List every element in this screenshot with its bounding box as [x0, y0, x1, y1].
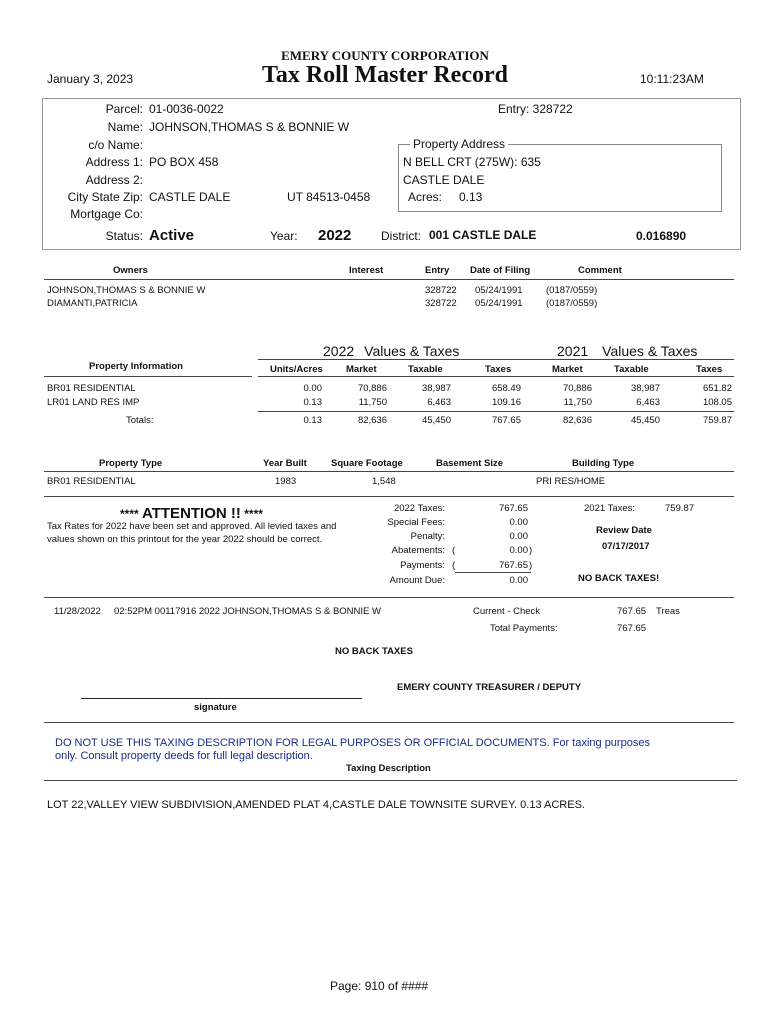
value-taxable-2021: 6,463: [636, 397, 660, 408]
mortgage-label: Mortgage Co:: [70, 207, 143, 221]
property-type-value: BR01 RESIDENTIAL: [47, 476, 136, 487]
page-number: Page: 910 of ####: [330, 979, 429, 993]
square-footage-header: Square Footage: [331, 458, 403, 469]
company-name: EMERY COUNTY CORPORATION: [281, 48, 489, 63]
owner-name: JOHNSON,THOMAS S & BONNIE W: [47, 285, 206, 296]
attention-stars: ****: [120, 507, 143, 521]
property-address-title: Property Address: [410, 137, 508, 151]
payment-date: 11/28/2022: [54, 606, 101, 617]
value-taxable-2021: 38,987: [630, 383, 660, 394]
value-row-name: BR01 RESIDENTIAL: [47, 383, 136, 394]
value-taxes-2021: 651.82: [702, 383, 732, 394]
taxing-description-label: Taxing Description: [346, 763, 431, 774]
value-taxable: 38,987: [421, 383, 451, 394]
totals-taxable: 45,450: [421, 415, 451, 426]
prev-taxes-value: 759.87: [665, 503, 695, 514]
totals-taxes: 767.65: [491, 415, 521, 426]
owners-header: Owners: [113, 265, 148, 276]
district-value: 001 CASTLE DALE: [429, 228, 537, 242]
payment-amount: 767.65: [617, 606, 647, 617]
amount-due-label: Amount Due:: [389, 575, 445, 586]
value-taxable: 6,463: [427, 397, 451, 408]
payment-details: 02:52PM 00117916 2022 JOHNSON,THOMAS S & BONNIE W: [114, 606, 381, 617]
disclaimer-line2: only. Consult property deeds for full legal description.: [55, 750, 313, 762]
square-footage-value: 1,548: [372, 476, 396, 487]
values-2021-heading: [557, 343, 697, 359]
report-title: Tax Roll Master Record: [262, 62, 508, 88]
totals-label: Totals:: [126, 415, 154, 426]
taxes-2021-header: Taxes: [696, 364, 723, 375]
totals-line: [258, 411, 734, 412]
owners-divider: [44, 279, 734, 280]
date-filing-header: Date of Filing: [470, 265, 531, 276]
attention-line1: Tax Rates for 2022 have been set and approved. All levied taxes and: [47, 521, 337, 532]
abatements-open-paren: (: [452, 545, 456, 556]
name-label: Name:: [107, 120, 143, 134]
values-header-line: [258, 359, 734, 360]
report-time: 10:11:23AM: [640, 72, 704, 86]
values-2022-title: Values & Taxes: [364, 343, 460, 359]
totals-taxes-2021: 759.87: [702, 415, 732, 426]
totals-market: 82,636: [357, 415, 387, 426]
taxes-header: Taxes: [485, 364, 512, 375]
property-type-header: Property Type: [99, 458, 163, 469]
year-built-header: Year Built: [263, 458, 307, 469]
entry-number: Entry: 328722: [498, 102, 573, 116]
owner-name: DIAMANTI,PATRICIA: [47, 298, 138, 309]
value-taxes: 109.16: [491, 397, 521, 408]
payment-method: Current - Check: [473, 606, 541, 617]
values-2021-title: Values & Taxes: [602, 343, 698, 359]
special-fees-label: Special Fees:: [387, 517, 445, 528]
acres-value: 0.13: [459, 190, 483, 204]
city-value: CASTLE DALE: [149, 190, 231, 204]
attention-top-line: [44, 496, 734, 497]
entry-header: Entry: [425, 265, 450, 276]
value-market: 70,886: [357, 383, 387, 394]
acres-label: Acres:: [408, 190, 443, 204]
prev-taxes-label: 2021 Taxes:: [584, 503, 636, 514]
name-value: JOHNSON,THOMAS S & BONNIE W: [149, 120, 350, 134]
value-units: 0.00: [303, 383, 322, 394]
taxable-header: Taxable: [408, 364, 443, 375]
values-2021-year: 2021: [557, 343, 589, 359]
legal-top-line: [44, 780, 737, 781]
property-address-line1: N BELL CRT (275W): 635: [403, 155, 541, 169]
units-header: Units/Acres: [270, 364, 323, 375]
status-label: Status:: [105, 229, 143, 243]
review-date-value: 07/17/2017: [602, 541, 650, 552]
disclaimer-line1: DO NOT USE THIS TAXING DESCRIPTION FOR LEGAL PURPOSES OR OFFICIAL DOCUMENTS. For taxing purposes: [55, 737, 650, 749]
state-zip: UT 84513-0458: [287, 190, 371, 204]
building-type-header: Building Type: [572, 458, 635, 469]
amount-due-value: 0.00: [509, 575, 528, 586]
property-address-line2: CASTLE DALE: [403, 173, 485, 187]
abatements-label: Abatements:: [391, 545, 445, 556]
prop-info-header: Property Information: [89, 361, 183, 372]
no-back-taxes-footer: NO BACK TAXES: [335, 646, 413, 657]
market-header: Market: [346, 364, 377, 375]
city-label: City State Zip:: [67, 190, 143, 204]
owner-comment: (0187/0559): [546, 285, 598, 296]
treasurer-label: EMERY COUNTY TREASURER / DEPUTY: [397, 682, 582, 693]
owner-comment: (0187/0559): [546, 298, 598, 309]
no-back-taxes-badge: NO BACK TAXES!: [578, 573, 660, 584]
payment-by: Treas: [656, 606, 680, 617]
special-fees-value: 0.00: [509, 517, 528, 528]
prop-info-header-line: [44, 376, 252, 377]
values-2022-year: 2022: [323, 343, 355, 359]
totals-units: 0.13: [303, 415, 322, 426]
value-market-2021: 70,886: [562, 383, 592, 394]
value-market-2021: 11,750: [563, 397, 592, 408]
total-payments-label: Total Payments:: [490, 623, 558, 634]
values-2022-heading: [323, 343, 459, 359]
signature-line: [81, 698, 362, 699]
market-2021-header: Market: [552, 364, 583, 375]
address1-value: PO BOX 458: [149, 155, 219, 169]
value-market: 11,750: [358, 397, 387, 408]
building-type-value: PRI RES/HOME: [536, 476, 606, 487]
attention-line2: values shown on this printout for the year 2022 should be correct.: [47, 534, 323, 545]
owner-entry: 328722: [425, 285, 457, 296]
parcel-value: 01-0036-0022: [149, 102, 224, 116]
payments-value: 767.65: [498, 560, 528, 571]
abatements-close-paren: ): [529, 545, 533, 556]
report-date: January 3, 2023: [47, 72, 134, 86]
attention-word: ATTENTION !!: [142, 505, 241, 522]
signature-label: signature: [194, 702, 237, 713]
payments-close-paren: ): [529, 560, 533, 571]
penalty-value: 0.00: [509, 531, 528, 542]
value-row-name: LR01 LAND RES IMP: [47, 397, 140, 408]
value-taxes-2021: 108.05: [702, 397, 732, 408]
year-built-value: 1983: [275, 476, 297, 487]
totals-market-2021: 82,636: [562, 415, 592, 426]
summary-taxes-label: 2022 Taxes:: [393, 503, 445, 514]
interest-header: Interest: [349, 265, 384, 276]
parcel-label: Parcel:: [105, 102, 143, 116]
total-payments-value: 767.65: [617, 623, 647, 634]
tax-rate: 0.016890: [636, 229, 687, 243]
penalty-label: Penalty:: [410, 531, 445, 542]
value-taxes: 658.49: [491, 383, 521, 394]
year-label: Year:: [270, 229, 298, 243]
summary-taxes-value: 767.65: [498, 503, 528, 514]
address2-label: Address 2:: [85, 173, 143, 187]
payments-label: Payments:: [400, 560, 445, 571]
review-date-label: Review Date: [596, 525, 652, 536]
payments-underline: [455, 572, 531, 573]
building-divider: [44, 471, 734, 472]
owner-entry: 328722: [425, 298, 457, 309]
taxable-2021-header: Taxable: [614, 364, 649, 375]
co-name-label: c/o Name:: [88, 138, 143, 152]
payment-top-line: [44, 597, 734, 598]
status-value: Active: [149, 227, 195, 244]
district-label: District:: [381, 229, 421, 243]
basement-header: Basement Size: [436, 458, 504, 469]
attention-stars: ****: [240, 507, 263, 521]
owner-date: 05/24/1991: [475, 298, 523, 309]
address1-label: Address 1:: [85, 155, 143, 169]
owner-date: 05/24/1991: [475, 285, 523, 296]
payments-open-paren: (: [452, 560, 456, 571]
value-units: 0.13: [303, 397, 322, 408]
comment-header: Comment: [578, 265, 622, 276]
totals-taxable-2021: 45,450: [630, 415, 660, 426]
values-col-line: [258, 376, 734, 377]
disclaimer-top-line: [44, 722, 734, 723]
abatements-value: 0.00: [509, 545, 528, 556]
year-value: 2022: [318, 227, 352, 244]
legal-description: LOT 22,VALLEY VIEW SUBDIVISION,AMENDED PLAT 4,CASTLE DALE TOWNSITE SURVEY. 0.13 ACRES.: [47, 799, 585, 811]
